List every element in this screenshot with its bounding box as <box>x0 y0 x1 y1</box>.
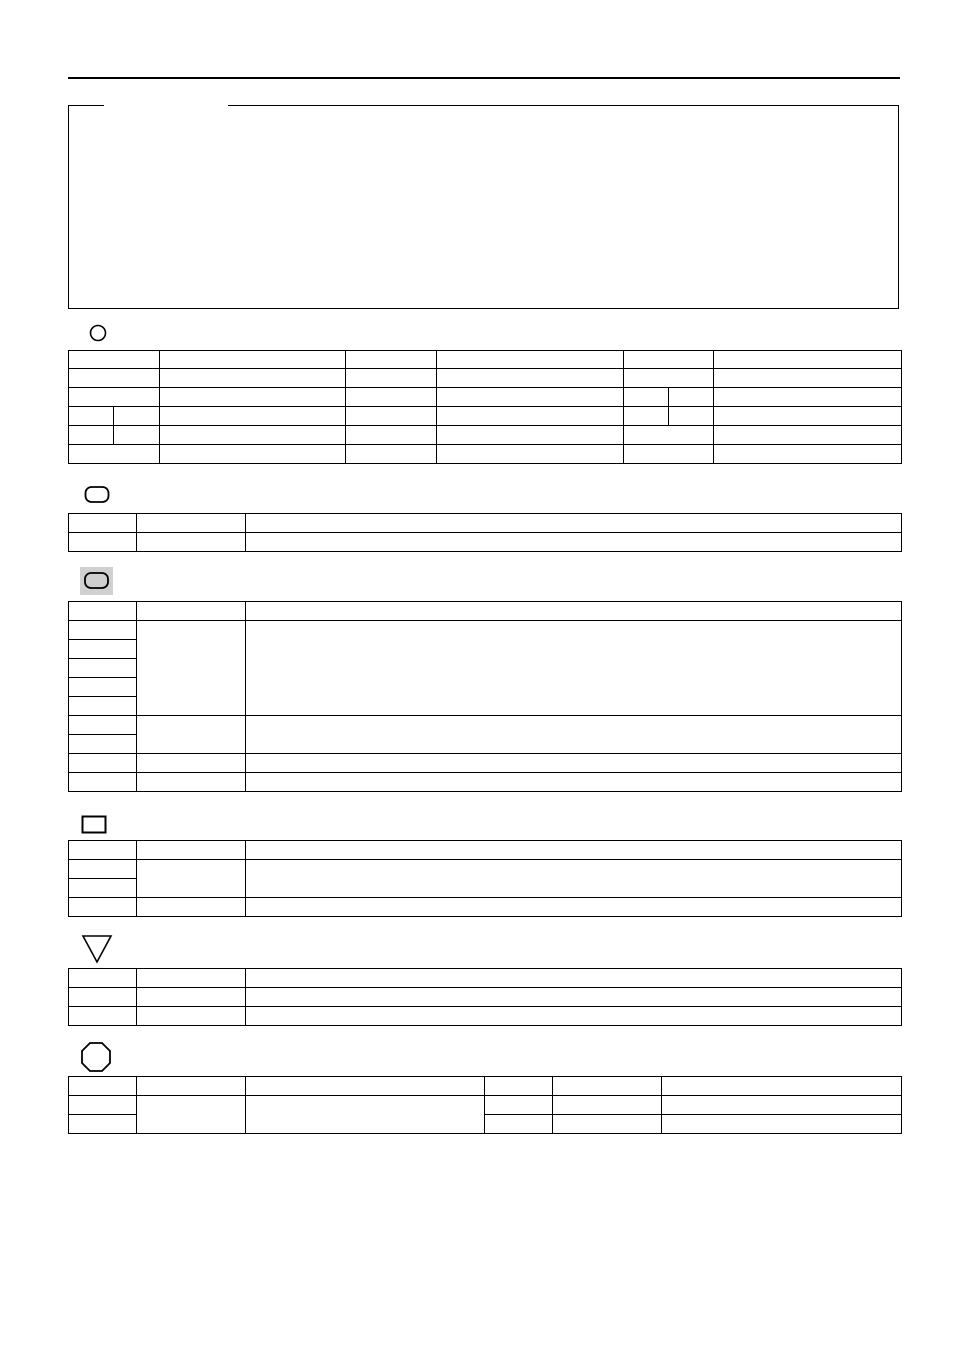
table-row <box>69 388 902 407</box>
rounded-rect-icon <box>84 485 110 505</box>
table-row <box>69 773 902 792</box>
rounded-rect-table <box>68 513 902 552</box>
table-row <box>69 445 902 464</box>
triangle-table <box>68 968 902 1026</box>
table-row <box>69 621 902 640</box>
table-row <box>69 1096 902 1115</box>
table-row <box>69 1077 902 1096</box>
notes-box-title-gap <box>104 103 228 107</box>
table-row <box>69 407 902 426</box>
table-row <box>69 969 902 988</box>
square-icon <box>81 815 107 835</box>
table-row <box>69 369 902 388</box>
table-row <box>69 514 902 533</box>
shaded-table <box>68 601 902 792</box>
triangle-down-icon <box>81 934 113 964</box>
table-row <box>69 988 902 1007</box>
table-row <box>69 1007 902 1026</box>
circle-icon <box>89 324 107 342</box>
table-row <box>69 898 902 917</box>
square-table <box>68 840 902 917</box>
octagon-table <box>68 1076 902 1134</box>
table-row <box>69 754 902 773</box>
table-row <box>69 351 902 369</box>
header-rule <box>68 77 900 79</box>
table-row <box>69 533 902 552</box>
notes-box <box>68 105 899 309</box>
table-row <box>69 716 902 735</box>
circle-table <box>68 350 902 464</box>
table-row <box>69 860 902 879</box>
table-row <box>69 602 902 621</box>
table-row <box>69 841 902 860</box>
octagon-icon <box>80 1041 112 1073</box>
table-row <box>69 426 902 445</box>
rounded-rect-shaded-icon <box>80 567 113 595</box>
